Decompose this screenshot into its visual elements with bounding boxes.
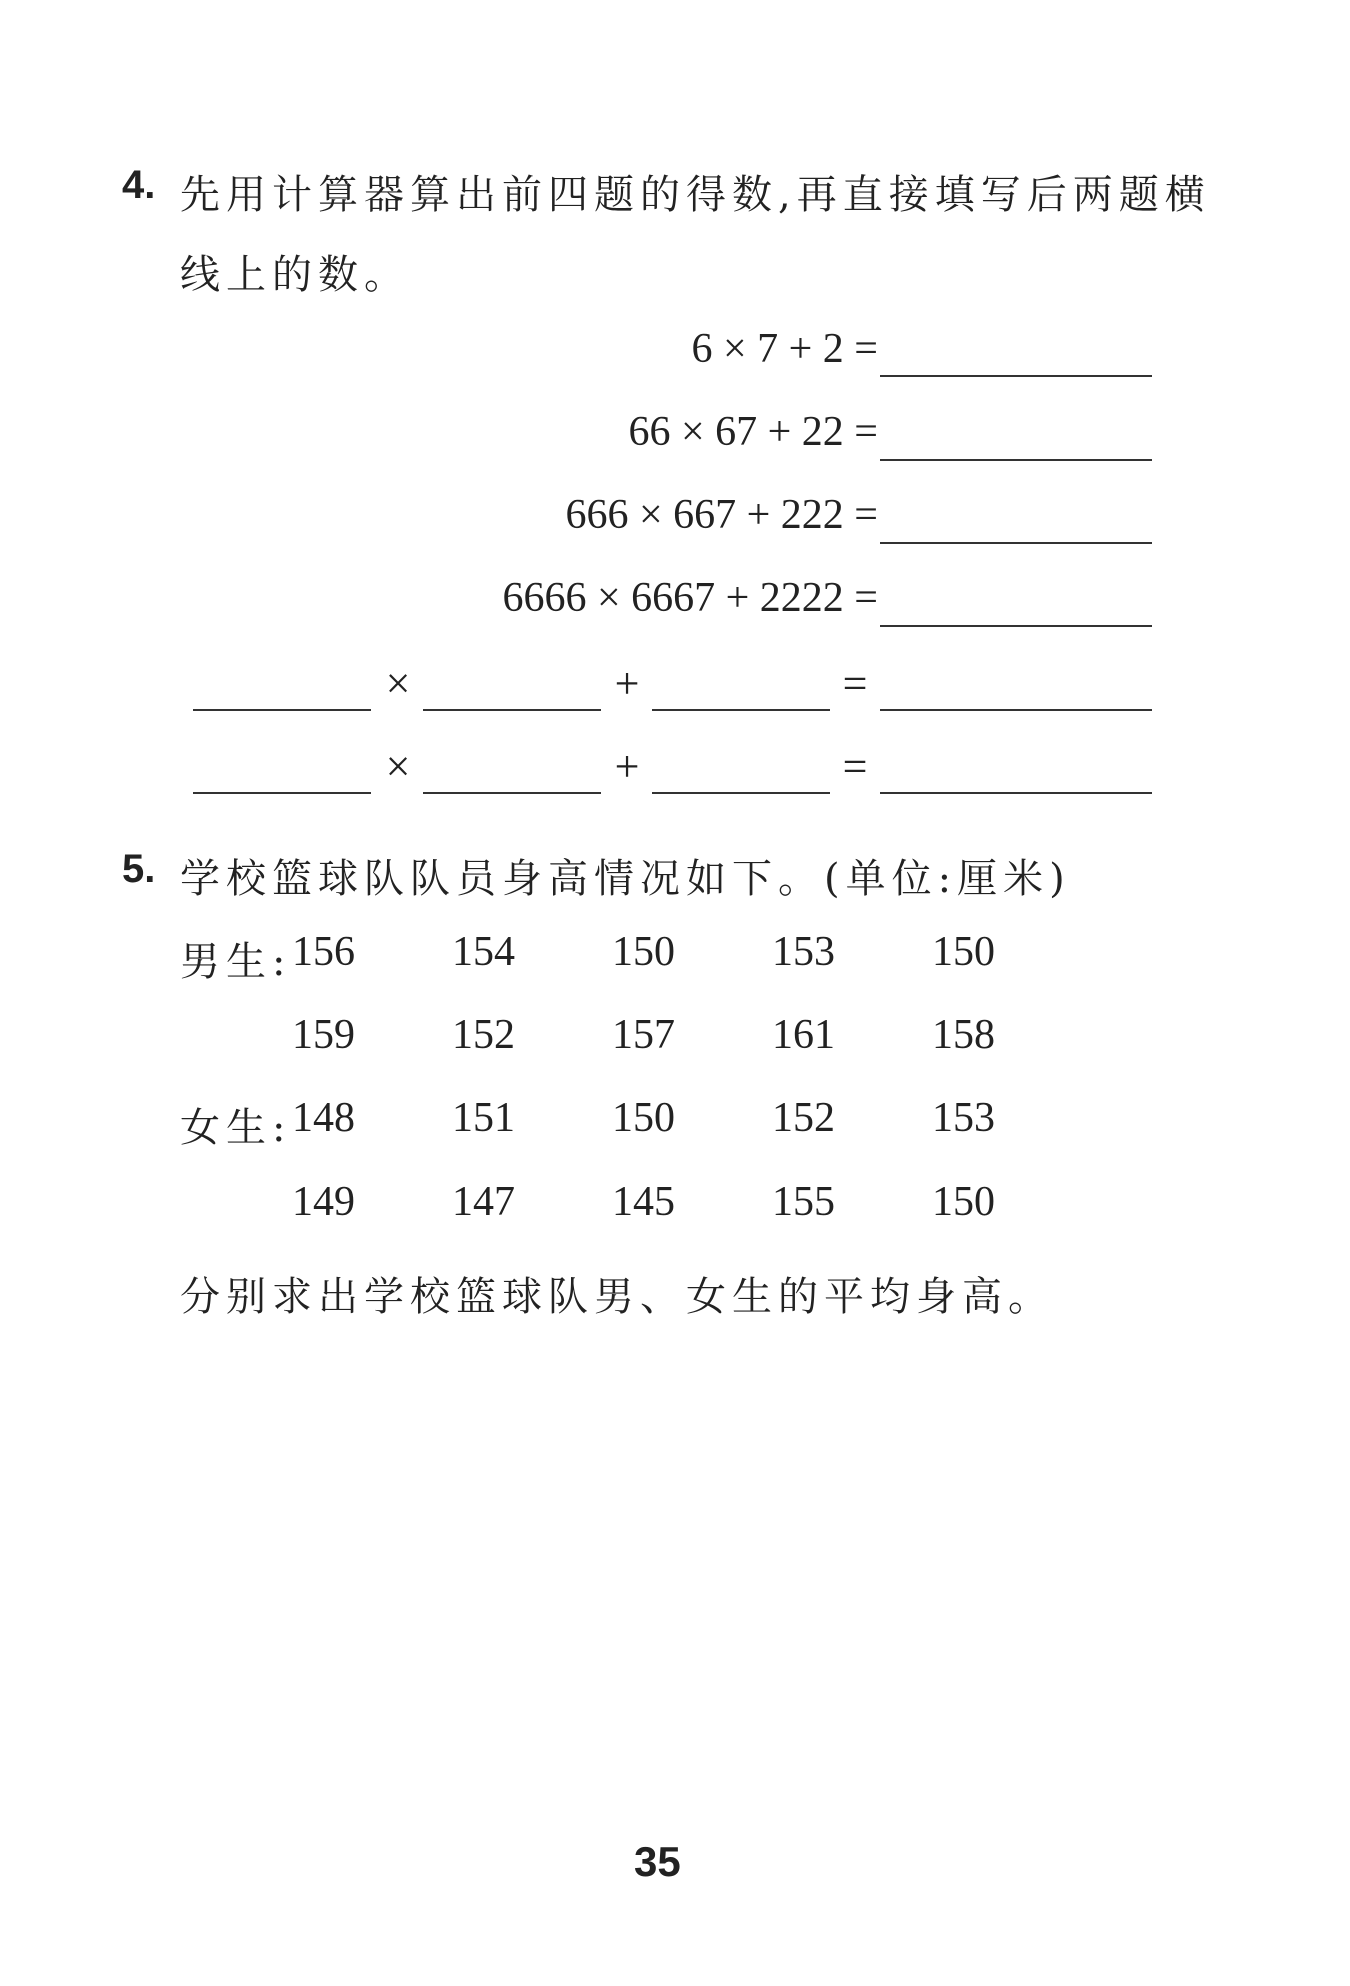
girls-label: 女生:: [180, 1105, 292, 1151]
boys-label: 男生:: [180, 939, 292, 985]
blank-row5-factor1[interactable]: [193, 709, 371, 711]
boys-height: 150: [612, 929, 675, 975]
answer-blank-4[interactable]: [880, 625, 1152, 627]
blank-row6-result[interactable]: [880, 792, 1152, 794]
boys-height: 159: [292, 1012, 355, 1058]
boys-height: 152: [452, 1012, 515, 1058]
girls-height: 151: [452, 1095, 515, 1141]
q4-instruction-line1: 先用计算器算出前四题的得数,再直接填写后两题横: [180, 172, 1211, 218]
boys-height: 153: [772, 929, 835, 975]
blank-row6-addend[interactable]: [652, 792, 830, 794]
times-symbol: ×: [385, 742, 411, 791]
girls-height: 152: [772, 1095, 835, 1141]
q5-task: 分别求出学校篮球队男、女生的平均身高。: [180, 1274, 1054, 1320]
equals-symbol: =: [842, 659, 868, 708]
girls-height: 150: [932, 1179, 995, 1225]
boys-height: 158: [932, 1012, 995, 1058]
boys-height: 161: [772, 1012, 835, 1058]
girls-height: 153: [932, 1095, 995, 1141]
equation-2: 66 × 67 + 22 =: [628, 409, 878, 455]
blank-row5-factor2[interactable]: [423, 709, 601, 711]
girls-height: 148: [292, 1095, 355, 1141]
times-symbol: ×: [385, 659, 411, 708]
blank-row6-factor2[interactable]: [423, 792, 601, 794]
q4-number: 4.: [122, 163, 156, 207]
girls-height: 155: [772, 1179, 835, 1225]
girls-height: 147: [452, 1179, 515, 1225]
equals-symbol: =: [842, 742, 868, 791]
answer-blank-3[interactable]: [880, 542, 1152, 544]
answer-blank-1[interactable]: [880, 375, 1152, 377]
boys-height: 150: [932, 929, 995, 975]
boys-height: 154: [452, 929, 515, 975]
equation-1: 6 × 7 + 2 =: [691, 326, 878, 372]
plus-symbol: +: [614, 742, 640, 791]
page-number: 35: [634, 1838, 681, 1885]
boys-height: 156: [292, 929, 355, 975]
q5-intro: 学校篮球队队员身高情况如下。(单位:厘米): [180, 856, 1071, 902]
girls-height: 149: [292, 1179, 355, 1225]
boys-height: 157: [612, 1012, 675, 1058]
equation-4: 6666 × 6667 + 2222 =: [502, 575, 878, 621]
q5-number: 5.: [122, 847, 156, 891]
blank-row6-factor1[interactable]: [193, 792, 371, 794]
answer-blank-2[interactable]: [880, 459, 1152, 461]
plus-symbol: +: [614, 659, 640, 708]
q4-instruction-line2: 线上的数。: [180, 252, 410, 298]
girls-height: 145: [612, 1179, 675, 1225]
blank-row5-result[interactable]: [880, 709, 1152, 711]
equation-3: 666 × 667 + 222 =: [565, 492, 878, 538]
girls-height: 150: [612, 1095, 675, 1141]
blank-row5-addend[interactable]: [652, 709, 830, 711]
